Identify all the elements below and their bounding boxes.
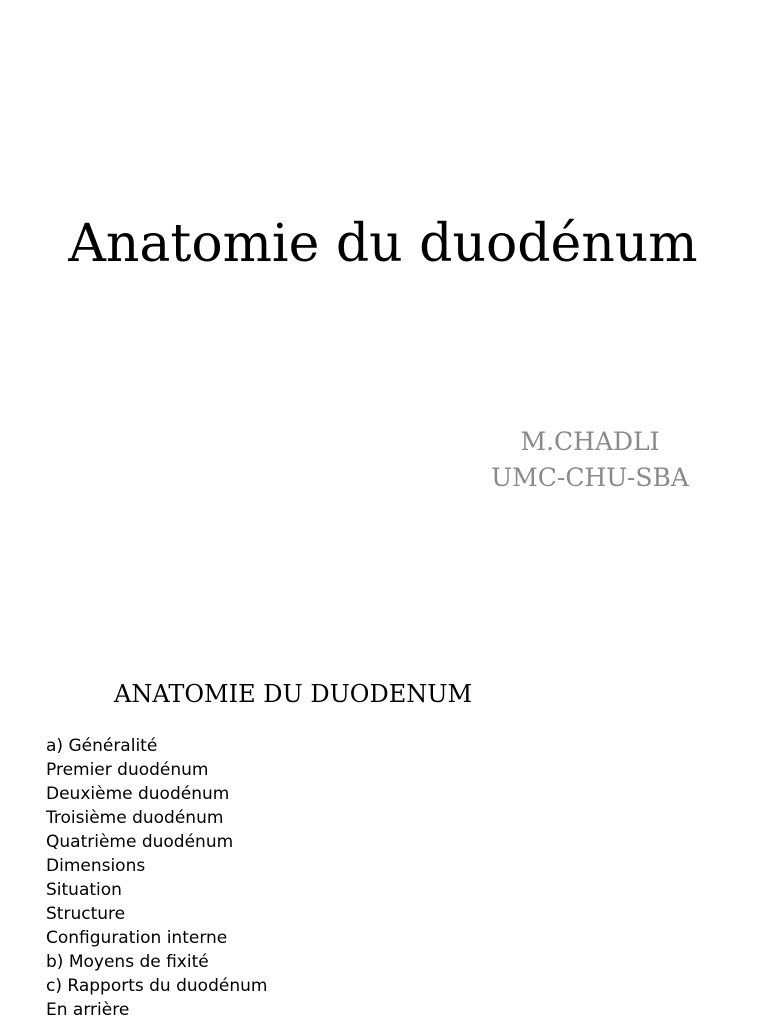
- outline-item: Premier duodénum: [46, 760, 209, 780]
- outline-item: Troisième duodénum: [46, 808, 224, 828]
- outline-item: En arrière: [46, 1000, 130, 1020]
- outline-heading: ANATOMIE DU DUODENUM: [114, 680, 473, 708]
- document-title: Anatomie du duodénum: [68, 214, 698, 274]
- author-name: M.CHADLI: [520, 427, 660, 456]
- outline-item: Configuration interne: [46, 928, 228, 948]
- outline-item: Deuxième duodénum: [46, 784, 230, 804]
- outline-item: Quatrième duodénum: [46, 832, 234, 852]
- author-affiliation: UMC-CHU-SBA: [491, 463, 689, 492]
- author-block: [460, 424, 720, 496]
- outline-item: a) Généralité: [46, 736, 158, 756]
- outline-item: Dimensions: [46, 856, 146, 876]
- outline-item: b) Moyens de fixité: [46, 952, 209, 972]
- outline-item: Structure: [46, 904, 126, 924]
- outline-list: [46, 734, 267, 1022]
- outline-item: c) Rapports du duodénum: [46, 976, 268, 996]
- outline-item: Situation: [46, 880, 122, 900]
